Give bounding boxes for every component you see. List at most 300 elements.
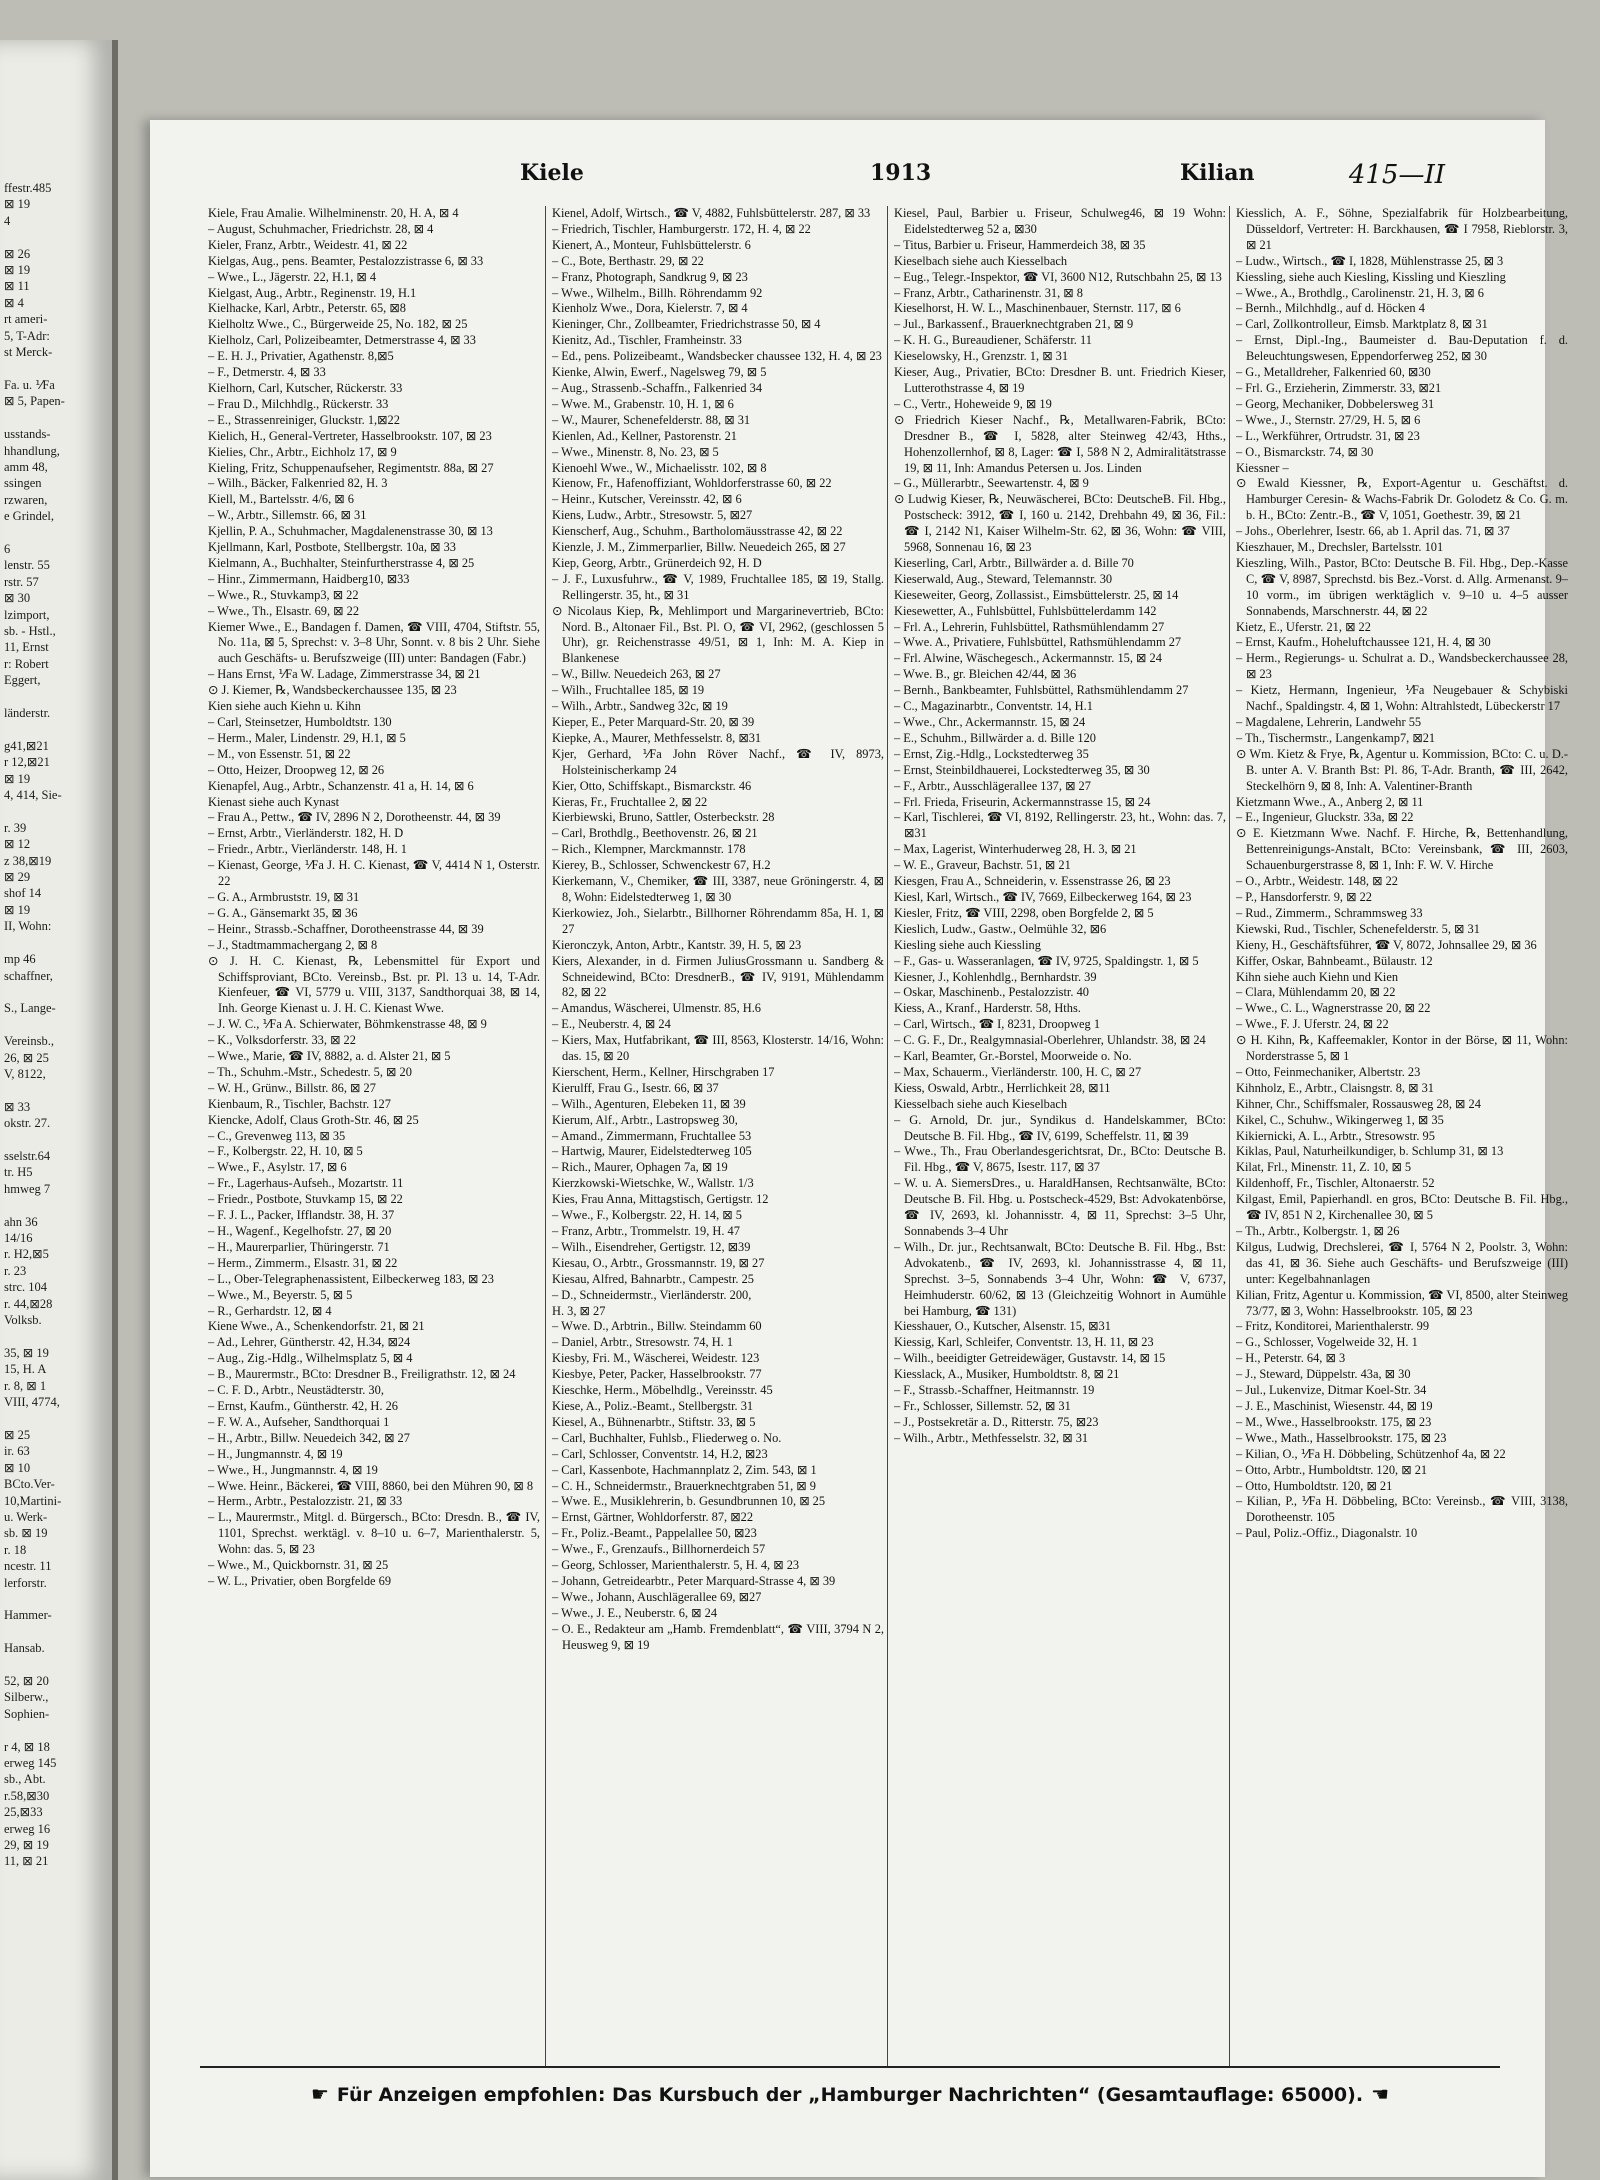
directory-entry: – Fr., Schlosser, Sillemstr. 52, ⊠ 31 [894, 1398, 1071, 1413]
directory-entry: – Wwe., Wilhelm., Billh. Röhrendamm 92 [552, 285, 763, 300]
facing-page-line [0, 721, 112, 737]
facing-page-line: länderstr. [4, 706, 51, 720]
facing-page-line [0, 1132, 112, 1148]
directory-entry: – Carl, Steinsetzer, Humboldtstr. 130 [208, 715, 392, 729]
directory-entry: Kiell, M., Bartelsstr. 4/6, ⊠ 6 [208, 492, 354, 507]
directory-entry: – Carl, Kassenbote, Hachmannplatz 2, Zim. 543, ⊠ 1 [552, 1462, 817, 1477]
directory-entry: Kienoehl Wwe., W., Michaelisstr. 102, ⊠ 8 [552, 460, 767, 475]
facing-page-line: shof 14 [4, 886, 42, 901]
column-divider [887, 206, 888, 2066]
directory-entry: Kilat, Frl., Minenstr. 11, Z. 10, ⊠ 5 [1236, 1160, 1412, 1175]
directory-entry: – H., Jungmannstr. 4, ⊠ 19 [208, 1446, 343, 1461]
directory-entry: Kiessling, siehe auch Kiesling, Kissling und Kieszling [1236, 269, 1506, 284]
directory-entry: – Rich., Klempner, Marckmannstr. 178 [552, 842, 746, 857]
directory-entry: Kiesby, Fri. M., Wäscherei, Weidestr. 123 [552, 1351, 760, 1366]
directory-entry: – J., Postsekretär a. D., Ritterstr. 75, ⊠23 [894, 1414, 1099, 1429]
facing-page-line [0, 803, 112, 819]
directory-entry: Kierkemann, V., Chemiker, ☎ III, 3387, neue Gröningerstr. 4, ⊠ 8, Wohn: Eidelstedterweg 1, ⊠ 30 [552, 874, 884, 904]
directory-entry: – W. H., Grünw., Billstr. 86, ⊠ 27 [208, 1080, 376, 1095]
directory-entry: – Wilh., beeidigter Getreidewäger, Gustavstr. 14, ⊠ 15 [894, 1351, 1166, 1366]
directory-entry: Kienke, Alwin, Ewerf., Nagelsweg 79, ⊠ 5 [552, 365, 767, 380]
directory-entry: – C., Magazinarbtr., Conventstr. 14, H.1 [894, 699, 1093, 714]
directory-entry: Kierbiewski, Bruno, Sattler, Osterbeckstr. 28 [552, 810, 775, 825]
directory-entry: – L., Werkführer, Ortrudstr. 31, ⊠ 23 [1236, 428, 1420, 443]
facing-page-line [0, 1328, 112, 1344]
facing-page-line: 4 [4, 213, 11, 228]
directory-entry: – Ad., Lehrer, Güntherstr. 42, H.34, ⊠24 [208, 1335, 411, 1350]
facing-page-line: 5, T-Adr: [4, 328, 50, 343]
directory-entry: – Kietz, Hermann, Ingenieur, ⅟Fa Neugebauer & Schybiski Nachf., Spaldingstr. 4, ⊠ 1, Wohn: Altrahlstedt, Lübeckerstr 17 [1236, 683, 1568, 714]
facing-page-line: 52, ⊠ 20 [4, 1673, 49, 1688]
facing-page-line: Volksb. [4, 1313, 42, 1328]
directory-entry: Kienholz Wwe., Dora, Kielerstr. 7, ⊠ 4 [552, 301, 748, 316]
directory-entry: Kieserwald, Aug., Steward, Telemannstr. 30 [894, 571, 1113, 586]
facing-page-sliver [0, 40, 118, 2180]
facing-page-line: Hammer- [4, 1608, 52, 1623]
directory-entry: Kienzle, J. M., Zimmerparlier, Billw. Neuedeich 265, ⊠ 27 [552, 540, 846, 555]
directory-entry: – Frau A., Pettw., ☎ IV, 2896 N 2, Dorotheenstr. 44, ⊠ 39 [208, 810, 501, 825]
facing-page-line: schaffner, [4, 968, 53, 983]
directory-entry: – Wwe., Th., Frau Oberlandesgerichtsrat, Dr., BCto: Deutsche B. Fil. Hbg., ☎ V, 8675, Isestr. 117, ⊠ 37 [894, 1144, 1226, 1175]
directory-entry: Kierkowiez, Joh., Sielarbtr., Billhorner Röhrendamm 85a, H. 1, ⊠ 27 [552, 905, 884, 936]
facing-page-line: g41,⊠21 [4, 738, 49, 753]
facing-page-line: Hansab. [4, 1641, 45, 1656]
directory-entry: Kjellin, P. A., Schuhmacher, Magdalenenstrasse 30, ⊠ 13 [208, 524, 493, 539]
directory-entry: Kier, Otto, Schiffskapt., Bismarckstr. 46 [552, 778, 752, 793]
directory-entry: – Aug., Strassenb.-Schaffn., Falkenried 34 [552, 380, 763, 395]
facing-page-line: Sophien- [4, 1706, 50, 1721]
directory-entry: ⊙ H. Kihn, ℞, Kaffeemakler, Kontor in der Börse, ⊠ 11, Wohn: Norderstrasse 5, ⊠ 1 [1236, 1033, 1568, 1064]
directory-entry: – Kilian, P., ⅟Fa H. Döbbeling, BCto: Vereinsb., ☎ VIII, 3138, Dorotheenstr. 105 [1236, 1494, 1568, 1525]
facing-page-line: ⊠ 19 [4, 197, 31, 212]
facing-page-line: II, Wohn: [4, 919, 52, 934]
pointing-hand-icon: ☚ [1371, 2082, 1389, 2106]
directory-entry: – O. E., Redakteur am „Hamb. Fremdenblatt“, ☎ VIII, 3794 N 2, Heusweg 9, ⊠ 19 [552, 1621, 884, 1652]
facing-page-line [0, 1017, 112, 1033]
directory-entry: – Ed., pens. Polizeibeamt., Wandsbecker chaussee 132, H. 4, ⊠ 23 [552, 349, 882, 364]
directory-entry: – Herm., Regierungs- u. Schulrat a. D., Wandsbeckerchaussee 28, ⊠ 23 [1236, 651, 1568, 682]
directory-entry: – Carl, Wirtsch., ☎ I, 8231, Droopweg 1 [894, 1017, 1101, 1032]
directory-entry: – Frl. A., Lehrerin, Fuhlsbüttel, Rathsmühlendamm 27 [894, 619, 1165, 634]
directory-entry: – Kiers, Max, Hutfabrikant, ☎ III, 8563, Klosterstr. 14/16, Wohn: das. 15, ⊠ 20 [552, 1033, 884, 1064]
directory-entry: Kierzkowski-Wietschke, W., Wallstr. 1/3 [552, 1176, 754, 1191]
facing-page-line: 11, ⊠ 21 [4, 1854, 49, 1869]
directory-entry: – W. L., Privatier, oben Borgfelde 69 [208, 1573, 392, 1588]
directory-entry: – W. u. A. SiemersDres., u. HaraldHansen, Rechtsanwälte, BCto: Deutsche B. Fil. Hbg. u. Postscheck-4529, Bst: Advokatenbörse, ☎ IV, 2693, kl. Johannisstr. 4, ⊠ 11, Sprechst: 3–5 Uhr, Sonnabends 3–4 Uhr [894, 1176, 1226, 1238]
footer-divider [200, 2066, 1500, 2068]
directory-entry: Kietz, E., Uferstr. 21, ⊠ 22 [1236, 619, 1371, 634]
directory-entry: Kiesner, J., Kohlenhdlg., Bernhardstr. 39 [894, 969, 1097, 984]
directory-entry: – Carl, Schlosser, Conventstr. 14, H.2, ⊠23 [552, 1446, 768, 1461]
directory-entry: Kjer, Gerhard, ⅟Fa John Röver Nachf., ☎ IV, 8973, Holsteinischerkamp 24 [552, 746, 884, 777]
facing-page-line: 14/16 [4, 1231, 33, 1245]
directory-entry: – Wwe., J. E., Neuberstr. 6, ⊠ 24 [552, 1605, 718, 1620]
directory-entry: – Carl, Zollkontrolleur, Eimsb. Marktplatz 8, ⊠ 31 [1236, 317, 1488, 332]
directory-entry: – Fritz, Konditorei, Marienthalerstr. 99 [1236, 1319, 1430, 1334]
directory-entry: Kienscherf, Aug., Schuhm., Bartholomäusstrasse 42, ⊠ 22 [552, 524, 843, 539]
directory-entry: – Ludw., Wirtsch., ☎ I, 1828, Mühlenstrasse 25, ⊠ 3 [1236, 253, 1504, 268]
directory-entry: Kienow, Fr., Hafenoffiziant, Wohldorferstrasse 60, ⊠ 22 [552, 476, 832, 491]
directory-entry: Kielhorn, Carl, Kutscher, Rückerstr. 33 [208, 380, 403, 395]
facing-page-line: r. H2,⊠5 [4, 1247, 49, 1262]
directory-entry: – Frl. Alwine, Wäschegesch., Ackermannstr. 15, ⊠ 24 [894, 651, 1162, 666]
column-divider [545, 206, 546, 2066]
directory-entry: ⊙ Ludwig Kieser, ℞, Neuwäscherei, BCto: DeutscheB. Fil. Hbg., Postscheck: 3912, ☎ I, 160 u. 2142, Drehbahn 49, ⊠ 36, Fil.: ☎ I, 2142 N1, Kaiser Wilhelm-Str. 62, ⊠ 36, Wohn: ☎ VIII, 5968, Sonnenau 16, ⊠ 23 [894, 492, 1226, 555]
directory-entry: – Herm., Maler, Lindenstr. 29, H.1, ⊠ 5 [208, 730, 406, 745]
directory-entry: – Wwe., C. L., Wagnerstrasse 20, ⊠ 22 [1236, 1001, 1431, 1016]
column-divider [1229, 206, 1230, 2066]
directory-entry: – O., Arbtr., Weidestr. 148, ⊠ 22 [1236, 874, 1398, 889]
directory-entry: – Wwe., F., Asylstr. 17, ⊠ 6 [208, 1160, 347, 1175]
directory-entry: – Rud., Zimmerm., Schrammsweg 33 [1236, 905, 1423, 920]
directory-entry: – Th., Tischermstr., Langenkamp7, ⊠21 [1236, 730, 1436, 745]
directory-entry: – C. G. F., Dr., Realgymnasial-Oberlehrer, Uhlandstr. 38, ⊠ 24 [894, 1033, 1206, 1048]
directory-entry: Kienel, Adolf, Wirtsch., ☎ V, 4882, Fuhlsbüttelerstr. 287, ⊠ 33 [552, 206, 871, 220]
directory-entry: – Heinr., Strassb.-Schaffner, Dorotheenstrasse 44, ⊠ 39 [208, 921, 484, 936]
facing-page-line [0, 1082, 112, 1098]
facing-page-line: ⊠ 25 [4, 1427, 31, 1442]
facing-page-line: rt ameri- [4, 312, 48, 327]
directory-entry: – H., Arbtr., Billw. Neuedeich 342, ⊠ 27 [208, 1430, 410, 1445]
directory-entry: Kihnholz, E., Arbtr., Claisngstr. 8, ⊠ 31 [1236, 1080, 1434, 1095]
directory-entry: – Wwe., A., Brothdlg., Carolinenstr. 21, H. 3, ⊠ 6 [1236, 285, 1484, 300]
directory-entry: Kiemer Wwe., E., Bandagen f. Damen, ☎ VIII, 4704, Stiftstr. 55, No. 11a, ⊠ 5, Sprechst: v. 3–8 Uhr, Sonnt. v. 8 bis 2 Uhr. Siehe auch Geschäfts- u. Berufszweige (III) unter: Bandagen (Fabr.) [208, 619, 540, 666]
facing-page-line: sselstr.64 [4, 1148, 51, 1163]
directory-entry: – Friedr., Arbtr., Vierländerstr. 148, H. 1 [208, 842, 407, 857]
directory-entry: – Otto, Feinmechaniker, Albertstr. 23 [1236, 1064, 1421, 1079]
facing-page-line: 26, ⊠ 25 [4, 1050, 49, 1065]
directory-entry: – Frau D., Milchhdlg., Rückerstr. 33 [208, 396, 389, 411]
facing-page-line: ⊠ 11 [4, 279, 30, 294]
directory-entry: Kieninger, Chr., Zollbeamter, Friedrichstrasse 50, ⊠ 4 [552, 317, 821, 332]
directory-entry: – Eug., Telegr.-Inspektor, ☎ VI, 3600 N12, Rutschbahn 25, ⊠ 13 [894, 269, 1222, 284]
directory-entry: – Daniel, Arbtr., Stresowstr. 74, H. 1 [552, 1335, 734, 1350]
facing-page-line: r. 23 [4, 1263, 27, 1278]
directory-entry: Kieras, Fr., Fruchtallee 2, ⊠ 22 [552, 794, 708, 809]
directory-entry: – J., Stadtmammachergang 2, ⊠ 8 [208, 937, 378, 952]
directory-entry: – Johann, Getreidearbtr., Peter Marquard-Strasse 4, ⊠ 39 [552, 1573, 836, 1588]
directory-entry: – G. A., Gänsemarkt 35, ⊠ 36 [208, 905, 358, 920]
directory-entry: – D., Schneidermstr., Vierländerstr. 200, [552, 1287, 752, 1302]
directory-entry: – Amandus, Wäscherei, Ulmenstr. 85, H.6 [552, 1001, 761, 1016]
directory-entry: – Otto, Humboldtstr. 120, ⊠ 21 [1236, 1478, 1393, 1493]
facing-page-line: hmweg 7 [4, 1181, 51, 1196]
column-2 [552, 206, 884, 2066]
facing-page-line: rzwaren, [4, 492, 48, 507]
directory-entry: – Max, Schauerm., Vierländerstr. 100, H. C, ⊠ 27 [894, 1064, 1142, 1079]
directory-entry: – Otto, Heizer, Droopweg 12, ⊠ 26 [208, 762, 385, 777]
directory-entry: – Wilh., Fruchtallee 185, ⊠ 19 [552, 683, 705, 698]
directory-entry: Kiesl, Karl, Wirtsch., ☎ IV, 7669, Eilbeckerweg 164, ⊠ 23 [894, 889, 1192, 904]
directory-entry: – Oskar, Maschinenb., Pestalozzistr. 40 [894, 985, 1089, 1000]
facing-page-line: Fa. u. ⅟Fa [4, 377, 55, 392]
directory-entry: Kietzmann Wwe., A., Anberg 2, ⊠ 11 [1236, 794, 1424, 809]
facing-page-line: sb. ⊠ 19 [4, 1526, 48, 1541]
directory-entry: Kieselhorst, H. W. L., Maschinenbauer, Sternstr. 117, ⊠ 6 [894, 301, 1181, 316]
facing-page-line: ⊠ 19 [4, 263, 31, 278]
facing-page-line: r 12,⊠21 [4, 755, 50, 770]
directory-entry: – Karl, Beamter, Gr.-Borstel, Moorweide o. No. [894, 1049, 1132, 1064]
facing-page-line: r.58,⊠30 [4, 1788, 50, 1803]
directory-entry: Kiencke, Adolf, Claus Groth-Str. 46, ⊠ 25 [208, 1112, 419, 1127]
directory-entry: – J. E., Maschinist, Wiesenstr. 44, ⊠ 19 [1236, 1398, 1433, 1413]
facing-page-line: ⊠ 26 [4, 246, 31, 261]
directory-entry: – Fr., Poliz.-Beamt., Pappelallee 50, ⊠23 [552, 1526, 757, 1541]
directory-entry: Kieler, Franz, Arbtr., Weidestr. 41, ⊠ 22 [208, 237, 408, 252]
directory-entry: – Ernst, Kaufm., Hoheluftchaussee 121, H. 4, ⊠ 30 [1236, 635, 1491, 650]
directory-entry: Kienert, A., Monteur, Fuhlsbüttelerstr. 6 [552, 237, 751, 252]
directory-entry: – C., Vertr., Hoheweide 9, ⊠ 19 [894, 396, 1052, 411]
column-4 [1236, 206, 1568, 2066]
directory-entry: ⊙ Ewald Kiessner, ℞, Export-Agentur u. Geschäftst. d. Hamburger Ceresin- & Wachs-Fabrik Dr. Golodetz & Co. G. m. b. H., BCto: Zentr.-B., ☎ V, 1051, Goethestr. 39, ⊠ 21 [1236, 476, 1568, 523]
directory-entry: – F., Detmerstr. 4, ⊠ 33 [208, 365, 326, 380]
directory-entry: Kihner, Chr., Schiffsmaler, Rossausweg 28, ⊠ 24 [1236, 1096, 1481, 1111]
directory-entry: – Wilh., Agenturen, Elebeken 11, ⊠ 39 [552, 1096, 746, 1111]
header-year: 1913 [870, 160, 932, 186]
directory-entry: – H., Wagenf., Kegelhofstr. 27, ⊠ 20 [208, 1224, 392, 1238]
directory-entry: – Th., Arbtr., Kolbergstr. 1, ⊠ 26 [1236, 1224, 1400, 1238]
directory-page [150, 120, 1568, 2177]
facing-page-line: r. 44,⊠28 [4, 1296, 53, 1311]
directory-entry: – C., Grevenweg 113, ⊠ 35 [208, 1128, 346, 1143]
header-first-entry: Kiele [520, 160, 584, 186]
directory-entry: – H., Maurerparlier, Thüringerstr. 71 [208, 1239, 390, 1254]
directory-entry: Kieseweiter, Georg, Zollassist., Eimsbüttelerstr. 25, ⊠ 14 [894, 587, 1179, 602]
directory-entry: – Wwe., L., Jägerstr. 22, H.1, ⊠ 4 [208, 269, 377, 284]
facing-page-line [0, 1591, 112, 1607]
directory-entry: – Aug., Zig.-Hdlg., Wilhelmsplatz 5, ⊠ 4 [208, 1351, 413, 1366]
directory-entry: – Wilh., Eisendreher, Gertigstr. 12, ⊠39 [552, 1239, 751, 1254]
directory-entry: – E., Schuhm., Billwärder a. d. Bille 120 [894, 730, 1097, 745]
directory-entry: – G., Müllerarbtr., Seewartenstr. 4, ⊠ 9 [894, 476, 1089, 491]
directory-entry: – Friedrich, Tischler, Hamburgerstr. 172, H. 4, ⊠ 22 [552, 221, 811, 236]
directory-entry: – Paul, Poliz.-Offiz., Diagonalstr. 10 [1236, 1526, 1418, 1541]
directory-entry: Kiesbye, Peter, Packer, Hasselbrookstr. 77 [552, 1367, 762, 1382]
directory-entry: Kiklas, Paul, Naturheilkundiger, b. Schlump 31, ⊠ 13 [1236, 1144, 1504, 1159]
directory-entry: – M., Wwe., Hasselbrookstr. 175, ⊠ 23 [1236, 1414, 1432, 1429]
directory-entry: – Otto, Arbtr., Humboldtstr. 120, ⊠ 21 [1236, 1462, 1428, 1477]
facing-page-line [0, 1410, 112, 1426]
facing-page-line: st Merck- [4, 345, 53, 360]
footer-ad-text: Für Anzeigen empfohlen: Das Kursbuch der „Hamburger Nachrichten“ (Gesamtauflage: 65000). [336, 2084, 1364, 2106]
directory-entry: – Franz, Arbtr., Trommelstr. 19, H. 47 [552, 1224, 740, 1238]
directory-entry: – Wilh., Arbtr., Methfesselstr. 32, ⊠ 31 [894, 1430, 1089, 1445]
facing-page-line: z 38,⊠19 [4, 853, 52, 868]
directory-entry: – J. F., Luxusfuhrw., ☎ V, 1989, Fruchtallee 185, ⊠ 19, Stallg. Rellingerstr. 35, ht., ⊠ 31 [552, 571, 884, 602]
directory-entry: – Wilh., Arbtr., Sandweg 32c, ⊠ 19 [552, 699, 728, 714]
directory-entry: – R., Gerhardstr. 12, ⊠ 4 [208, 1303, 332, 1318]
directory-entry: – Jul., Lukenvize, Ditmar Koel-Str. 34 [1236, 1383, 1427, 1398]
facing-page-line [0, 1624, 112, 1640]
directory-entry: – August, Schuhmacher, Friedrichstr. 28, ⊠ 4 [208, 221, 434, 236]
directory-entry: – Ernst, Arbtr., Vierländerstr. 182, H. D [208, 826, 404, 841]
directory-entry: – Herm., Zimmerm., Elsastr. 31, ⊠ 22 [208, 1255, 398, 1270]
directory-entry: – Frl. G., Erzieherin, Zimmerstr. 33, ⊠21 [1236, 380, 1442, 395]
directory-entry: – G., Schlosser, Vogelweide 32, H. 1 [1236, 1335, 1418, 1350]
directory-entry: Kieronczyk, Anton, Arbtr., Kantstr. 39, H. 5, ⊠ 23 [552, 937, 802, 952]
facing-page-line: sb. - Hstl., [4, 623, 56, 638]
directory-entry: – Wwe., Marie, ☎ IV, 8882, a. d. Alster 21, ⊠ 5 [208, 1049, 451, 1064]
directory-entry: Kiese, A., Poliz.-Beamt., Stellbergstr. 31 [552, 1398, 754, 1413]
directory-entry: Kieszhauer, M., Drechsler, Bartelsstr. 101 [1236, 540, 1444, 555]
directory-entry: Kierschent, Herm., Kellner, Hirschgraben 17 [552, 1064, 775, 1079]
directory-entry: – Wwe., Th., Elsastr. 69, ⊠ 22 [208, 603, 360, 618]
directory-entry: – Friedr., Postbote, Stuvkamp 15, ⊠ 22 [208, 1192, 403, 1207]
directory-entry: Kieser, Aug., Privatier, BCto: Dresdner B. unt. Friedrich Kieser, Lutterothstrasse 4, ⊠ 19 [894, 365, 1226, 395]
directory-entry: – Franz, Photograph, Sandkrug 9, ⊠ 23 [552, 269, 748, 284]
facing-page-line [0, 689, 112, 705]
directory-entry: – Ernst, Gärtner, Wohldorferstr. 87, ⊠22 [552, 1510, 754, 1525]
directory-entry: – Wwe., M., Quickbornstr. 31, ⊠ 25 [208, 1558, 389, 1573]
directory-entry: – Georg, Schlosser, Marienthalerstr. 5, H. 4, ⊠ 23 [552, 1558, 800, 1573]
directory-entry: – Jul., Barkassenf., Brauerknechtgraben 21, ⊠ 9 [894, 317, 1134, 332]
directory-entry: – Rich., Maurer, Ophagen 7a, ⊠ 19 [552, 1160, 728, 1175]
directory-entry: – J. W. C., ⅟Fa A. Schierwater, Böhmkenstrasse 48, ⊠ 9 [208, 1017, 487, 1032]
facing-page-text [0, 180, 112, 1870]
facing-page-line [0, 525, 112, 541]
facing-page-line: ⊠ 4 [4, 295, 24, 310]
facing-page-line: usstands- [4, 427, 51, 442]
directory-entry: Kjellmann, Karl, Postbote, Stellbergstr. 10a, ⊠ 33 [208, 540, 456, 555]
directory-entry: Kiesel, Paul, Barbier u. Friseur, Schulweg46, ⊠ 19 Wohn: Eidelstedterweg 52 a, ⊠30 [894, 206, 1226, 236]
directory-entry: Kieny, H., Geschäftsführer, ☎ V, 8072, Johnsallee 29, ⊠ 36 [1236, 937, 1537, 952]
directory-entry: Kiens, Ludw., Arbtr., Stresowstr. 5, ⊠27 [552, 508, 753, 523]
page-footer-ad [200, 2082, 1500, 2106]
pointing-hand-icon: ☛ [310, 2082, 329, 2106]
directory-body [208, 206, 1568, 2071]
directory-entry: Kiess, A., Kranf., Harderstr. 58, Hths. [894, 1001, 1081, 1016]
directory-entry: – Johs., Oberlehrer, Isestr. 66, ab 1. April das. 71, ⊠ 37 [1236, 524, 1510, 539]
facing-page-line [0, 1722, 112, 1738]
directory-entry: – Wwe. B., gr. Bleichen 42/44, ⊠ 36 [894, 667, 1077, 682]
directory-entry: – Max, Lagerist, Winterhuderweg 28, H. 3, ⊠ 21 [894, 842, 1137, 857]
directory-entry: Kilgast, Emil, Papierhandl. en gros, BCto: Deutsche B. Fil. Hbg., ☎ IV, 851 N 2, Kirchenallee 30, ⊠ 5 [1236, 1192, 1568, 1223]
facing-page-line: r. 39 [4, 820, 27, 835]
directory-entry: Kiessig, Karl, Schleifer, Conventstr. 13, H. 11, ⊠ 23 [894, 1335, 1154, 1350]
directory-entry: – Hans Ernst, ⅟Fa W. Ladage, Zimmerstrasse 34, ⊠ 21 [208, 667, 481, 682]
directory-entry: Kienast siehe auch Kynast [208, 794, 340, 809]
directory-entry: Kieper, E., Peter Marquard-Str. 20, ⊠ 39 [552, 715, 755, 729]
directory-entry: Kielholtz Wwe., C., Bürgerweide 25, No. 182, ⊠ 25 [208, 317, 468, 332]
directory-entry: Kieszling, Wilh., Pastor, BCto: Deutsche B. Fil. Hbg., Dep.-Kasse C, ☎ V, 8987, Sprechstd. bis Bez.-Vorst. d. Allg. Armenanst. 9–10 vorm., im übrigen werktäglich v. 9–10 u. 4–5 ausser Sonnabends, Marschnerstr. 44, ⊠ 22 [1236, 555, 1568, 618]
column-3 [894, 206, 1226, 2066]
directory-entry: – E., Strassenreiniger, Gluckstr. 1,⊠22 [208, 412, 400, 427]
directory-entry: Kiewski, Rud., Tischler, Schenefelderstr. 5, ⊠ 31 [1236, 921, 1480, 936]
directory-entry: Kiffer, Oskar, Bahnbeamt., Bülaustr. 12 [1236, 953, 1433, 968]
directory-entry: – G. Arnold, Dr. jur., Syndikus d. Handelskammer, BCto: Deutsche B. Fil. Hbg., ☎ IV, 6199, Scheffelstr. 11, ⊠ 39 [894, 1112, 1226, 1143]
directory-entry: – Clara, Mühlendamm 20, ⊠ 22 [1236, 985, 1396, 1000]
facing-page-line: ⊠ 5, Papen- [4, 394, 65, 409]
directory-entry: – F., Kolbergstr. 22, H. 10, ⊠ 5 [208, 1144, 363, 1159]
facing-page-line [0, 410, 112, 426]
directory-entry: – L., Ober-Telegraphenassistent, Eilbeckerweg 183, ⊠ 23 [208, 1271, 494, 1286]
facing-page-line: VIII, 4774, [4, 1395, 60, 1410]
directory-entry: – L., Maurermstr., Mitgl. d. Bürgersch., BCto: Dresdn. B., ☎ IV, 1101, Sprechst. werktägl. v. 8–10 u. 6–7, Marienthalerstr. 5, Wohn: das. 5, ⊠ 23 [208, 1510, 540, 1557]
directory-entry: – Wwe., M., Beyerstr. 5, ⊠ 5 [208, 1287, 353, 1302]
facing-page-line [0, 935, 112, 951]
directory-entry: – E., Neuberstr. 4, ⊠ 24 [552, 1017, 671, 1032]
facing-page-line: rstr. 57 [4, 574, 39, 589]
directory-entry: Kiene Wwe., A., Schenkendorfstr. 21, ⊠ 21 [208, 1319, 425, 1334]
facing-page-line: 10,Martini- [4, 1493, 62, 1508]
facing-page-line: V, 8122, [4, 1066, 46, 1081]
directory-entry: – Georg, Mechaniker, Dobbelersweg 31 [1236, 396, 1435, 411]
facing-page-line: mp 46 [4, 952, 36, 967]
directory-entry: ⊙ E. Kietzmann Wwe. Nachf. F. Hirche, ℞, Bettenhandlung, Bettenreinigungs-Anstalt, BCto: Vereinsbank, ☎ III, 2603, Schauenburgerstrasse 8, ⊠ 1, Inh: F. W. V. Hirche [1236, 826, 1568, 873]
facing-page-line: S., Lange- [4, 1001, 56, 1016]
directory-entry: – C. F. D., Arbtr., Neustädterstr. 30, [208, 1383, 384, 1398]
directory-entry: Kiessner – [1236, 460, 1289, 475]
directory-entry: – F., Strassb.-Schaffner, Heitmannstr. 19 [894, 1383, 1095, 1398]
page-header [200, 160, 1505, 196]
directory-entry: – Wwe. A., Privatiere, Fuhlsbüttel, Rathsmühlendamm 27 [894, 635, 1182, 650]
directory-entry: Kiers, Alexander, in d. Firmen JuliusGrossmann u. Sandberg & Schneidewind, BCto: DresdnerB., ☎ IV, 9191, Mühlendamm 82, ⊠ 22 [552, 953, 884, 1000]
directory-entry: – Ernst, Kaufm., Güntherstr. 42, H. 26 [208, 1398, 398, 1413]
directory-entry: – Magdalene, Lehrerin, Landwehr 55 [1236, 715, 1422, 729]
facing-page-line: e Grindel, [4, 509, 54, 524]
facing-page-line: ⊠ 30 [4, 591, 31, 606]
directory-entry: – Wilh., Dr. jur., Rechtsanwalt, BCto: Deutsche B. Fil. Hbg., Bst: Advokatenb., ☎ IV, 2693, kl. Johannisstrasse 4, ⊠ 11, Sprechst. 3–5, Sonnabends 3–4 Uhr, Wohn: ☎ V, 6737, Heimhuderstr. 60/62, ⊠ 13 (Gleichzeitig Wohnort in Aumühle bei Hamburg, ☎ 131) [894, 1239, 1226, 1318]
facing-page-line: lerforstr. [4, 1575, 47, 1590]
directory-entry: – Heinr., Kutscher, Vereinsstr. 42, ⊠ 6 [552, 492, 742, 507]
directory-entry: Kierey, B., Schlosser, Schwenckestr 67, H.2 [552, 858, 771, 873]
directory-entry: – Bernh., Milchhdlg., auf d. Höcken 4 [1236, 301, 1425, 316]
facing-page-line: r. 18 [4, 1542, 27, 1557]
directory-entry: Kierum, Alf., Arbtr., Lastropsweg 30, [552, 1112, 738, 1127]
facing-page-line: Vereinsb., [4, 1034, 54, 1049]
directory-entry: ⊙ Wm. Kietz & Frye, ℞, Agentur u. Kommission, BCto: C. u. D.-B. unter A. V. Branth Bst: Pl. 86, T-Adr. Branth, ☎ III, 2642, Steckelhörn 9, ⊠ 8, Inh: A. Valentiner-Branth [1236, 746, 1568, 793]
facing-page-line: erweg 145 [4, 1756, 57, 1770]
facing-page-line: lenstr. 55 [4, 558, 50, 573]
facing-page-line: 11, Ernst [4, 640, 49, 655]
facing-page-line: amm 48, [4, 459, 48, 474]
directory-entry: – Wwe., Math., Hasselbrookstr. 175, ⊠ 23 [1236, 1430, 1447, 1445]
directory-entry: – F., Gas- u. Wasseranlagen, ☎ IV, 9725, Spaldingstr. 1, ⊠ 5 [894, 953, 1199, 968]
directory-entry: Kikiernicki, A. L., Arbtr., Stresowstr. 95 [1236, 1128, 1435, 1143]
directory-entry: – J., Steward, Düppelstr. 43a, ⊠ 30 [1236, 1367, 1411, 1382]
directory-entry: – O., Bismarckstr. 74, ⊠ 30 [1236, 444, 1374, 459]
directory-entry: – F., Arbtr., Ausschlägerallee 137, ⊠ 27 [894, 778, 1091, 793]
directory-entry: – P., Hansdorferstr. 9, ⊠ 22 [1236, 889, 1372, 904]
facing-page-line: okstr. 27. [4, 1116, 51, 1131]
directory-entry: Kienitz, Ad., Tischler, Framheinstr. 33 [552, 333, 742, 348]
directory-entry: – Bernh., Bankbeamter, Fuhlsbüttel, Rathsmühlendamm 27 [894, 683, 1189, 698]
directory-entry: Kiele, Frau Amalie. Wilhelminenstr. 20, H. A, ⊠ 4 [208, 206, 459, 220]
facing-page-line: ⊠ 19 [4, 771, 31, 786]
facing-page-line: ahn 36 [4, 1214, 38, 1229]
directory-entry: Kiesgen, Frau A., Schneiderin, v. Essenstrasse 26, ⊠ 23 [894, 874, 1171, 889]
directory-entry: – Wwe. Heinr., Bäckerei, ☎ VIII, 8860, bei den Mühren 90, ⊠ 8 [208, 1478, 534, 1493]
directory-entry: – Ernst, Steinbildhauerei, Lockstedterweg 35, ⊠ 30 [894, 762, 1150, 777]
directory-entry: – Th., Schuhm.-Mstr., Schedestr. 5, ⊠ 20 [208, 1064, 412, 1079]
directory-entry: Kiesel, A., Bühnenarbtr., Stiftstr. 33, ⊠ 5 [552, 1414, 756, 1429]
directory-entry: Kiesling siehe auch Kiessling [894, 937, 1041, 952]
facing-page-line [0, 229, 112, 245]
directory-entry: – W., Billw. Neuedeich 263, ⊠ 27 [552, 667, 721, 682]
directory-entry: Kieschke, Herm., Möbelhdlg., Vereinsstr. 45 [552, 1383, 773, 1398]
directory-entry: – Wwe., Johann, Auschlägerallee 69, ⊠27 [552, 1589, 762, 1604]
facing-page-line: 4, 414, Sie- [4, 788, 62, 803]
directory-entry: – Hartwig, Maurer, Eidelstedterweg 105 [552, 1144, 752, 1159]
directory-entry: Kihn siehe auch Kiehn und Kien [1236, 969, 1399, 984]
directory-entry: – Amand., Zimmermann, Fruchtallee 53 [552, 1128, 752, 1143]
directory-entry: – Fr., Lagerhaus-Aufseh., Mozartstr. 11 [208, 1176, 404, 1191]
facing-page-line: ⊠ 29 [4, 870, 31, 885]
facing-page-line [0, 984, 112, 1000]
facing-page-line: Silberw., [4, 1690, 49, 1705]
directory-entry: – G., Metalldreher, Falkenried 60, ⊠30 [1236, 365, 1431, 380]
directory-entry: Kienbaum, R., Tischler, Bachstr. 127 [208, 1096, 391, 1111]
